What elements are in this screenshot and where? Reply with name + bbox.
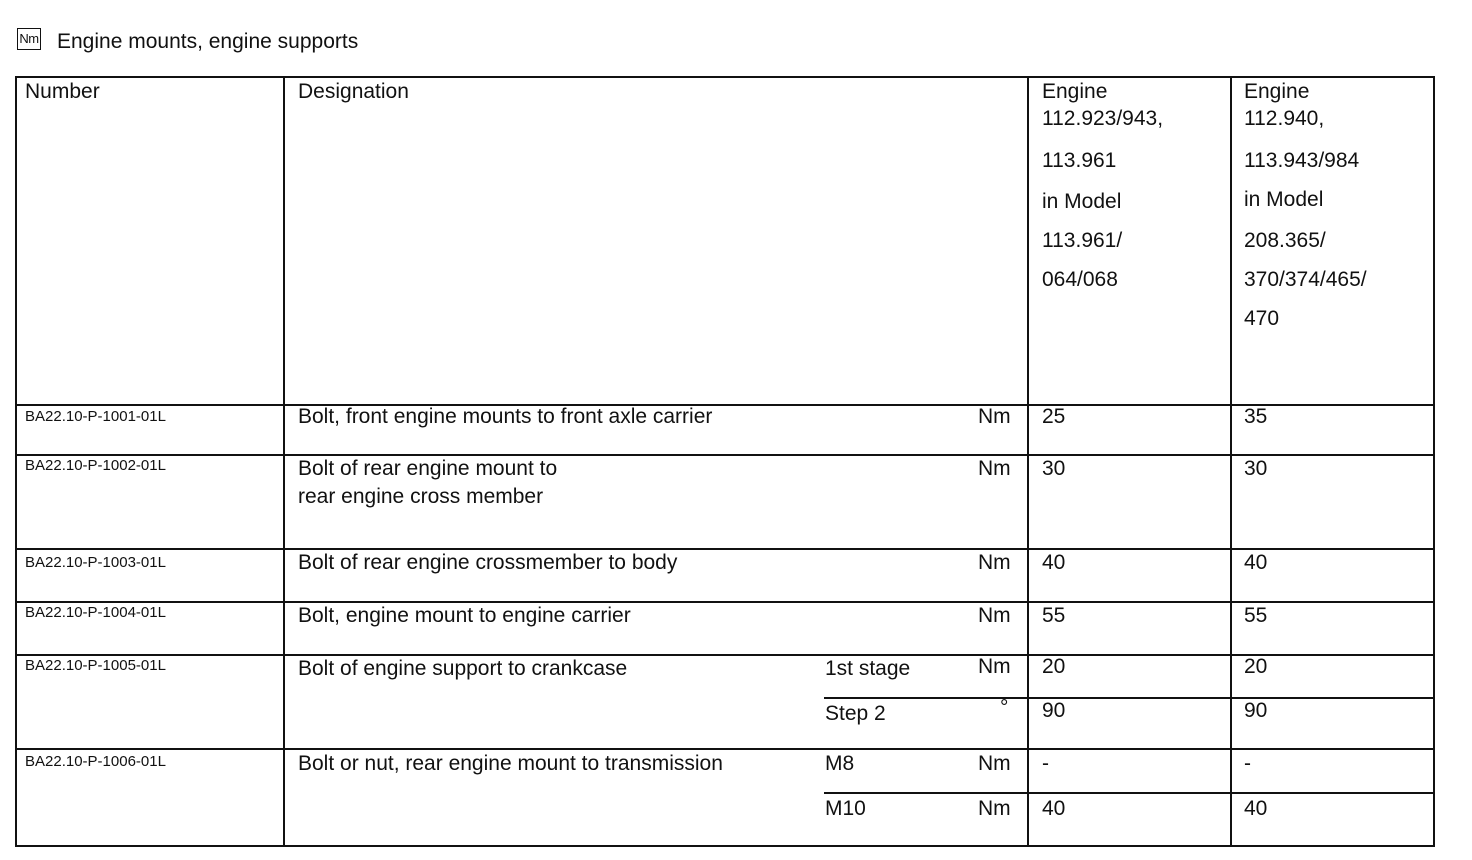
row-unit: Nm <box>978 655 1011 678</box>
row-value-b: 30 <box>1244 457 1268 480</box>
column-header-number: Number <box>25 80 100 103</box>
row-unit: Nm <box>978 752 1011 775</box>
row-number: BA22.10-P-1001-01L <box>25 408 166 425</box>
row-unit: ° <box>1000 696 1009 719</box>
row-number: BA22.10-P-1006-01L <box>25 753 166 770</box>
row-value-b: 35 <box>1244 405 1268 428</box>
row-value-a: 40 <box>1042 797 1066 820</box>
row-unit: Nm <box>978 457 1011 480</box>
row-value-a: 40 <box>1042 551 1066 574</box>
row-value-b: 40 <box>1244 551 1268 574</box>
row-designation: Bolt, front engine mounts to front axle carrier <box>298 405 713 428</box>
engine-a-line: 113.961/ <box>1042 229 1123 252</box>
engine-a-line: 113.961 <box>1042 149 1117 172</box>
row-value-b: 20 <box>1244 655 1268 678</box>
engine-a-line: 112.923/943, <box>1042 107 1164 130</box>
row-unit: Nm <box>978 797 1011 820</box>
column-header-designation: Designation <box>298 80 409 103</box>
row-value-a: 30 <box>1042 457 1066 480</box>
engine-b-line: 470 <box>1244 307 1280 330</box>
row-designation: Bolt of engine support to crankcase <box>298 657 628 680</box>
row-designation: Bolt or nut, rear engine mount to transmission <box>298 752 723 775</box>
row-value-a: - <box>1042 752 1049 775</box>
row-stage: Step 2 <box>825 702 886 725</box>
row-number: BA22.10-P-1003-01L <box>25 554 166 571</box>
row-value-a: 55 <box>1042 604 1066 627</box>
engine-a-line: Engine <box>1042 80 1108 103</box>
row-designation: rear engine cross member <box>298 485 544 508</box>
row-designation: Bolt of rear engine crossmember to body <box>298 551 678 574</box>
row-designation: Bolt, engine mount to engine carrier <box>298 604 631 627</box>
row-designation: Bolt of rear engine mount to <box>298 457 558 480</box>
row-stage: M8 <box>825 752 855 775</box>
row-stage: 1st stage <box>825 657 911 680</box>
section-title: Engine mounts, engine supports <box>57 30 359 53</box>
row-number: BA22.10-P-1005-01L <box>25 657 166 674</box>
torque-icon: Nm <box>17 28 41 50</box>
engine-b-line: in Model <box>1244 188 1324 211</box>
row-value-a: 20 <box>1042 655 1066 678</box>
row-value-b: 55 <box>1244 604 1268 627</box>
row-stage: M10 <box>825 797 866 820</box>
engine-b-line: 113.943/984 <box>1244 149 1360 172</box>
row-unit: Nm <box>978 551 1011 574</box>
engine-a-line: 064/068 <box>1042 268 1118 291</box>
engine-b-line: 208.365/ <box>1244 229 1326 252</box>
engine-b-line: Engine <box>1244 80 1310 103</box>
row-unit: Nm <box>978 405 1011 428</box>
engine-a-line: in Model <box>1042 190 1122 213</box>
row-value-b: 40 <box>1244 797 1268 820</box>
engine-b-line: 370/374/465/ <box>1244 268 1367 291</box>
row-number: BA22.10-P-1002-01L <box>25 457 166 474</box>
row-value-b: 90 <box>1244 699 1268 722</box>
row-value-b: - <box>1244 752 1251 775</box>
row-value-a: 25 <box>1042 405 1066 428</box>
row-value-a: 90 <box>1042 699 1066 722</box>
row-unit: Nm <box>978 604 1011 627</box>
torque-table <box>15 76 1435 847</box>
row-number: BA22.10-P-1004-01L <box>25 604 166 621</box>
engine-b-line: 112.940, <box>1244 107 1325 130</box>
